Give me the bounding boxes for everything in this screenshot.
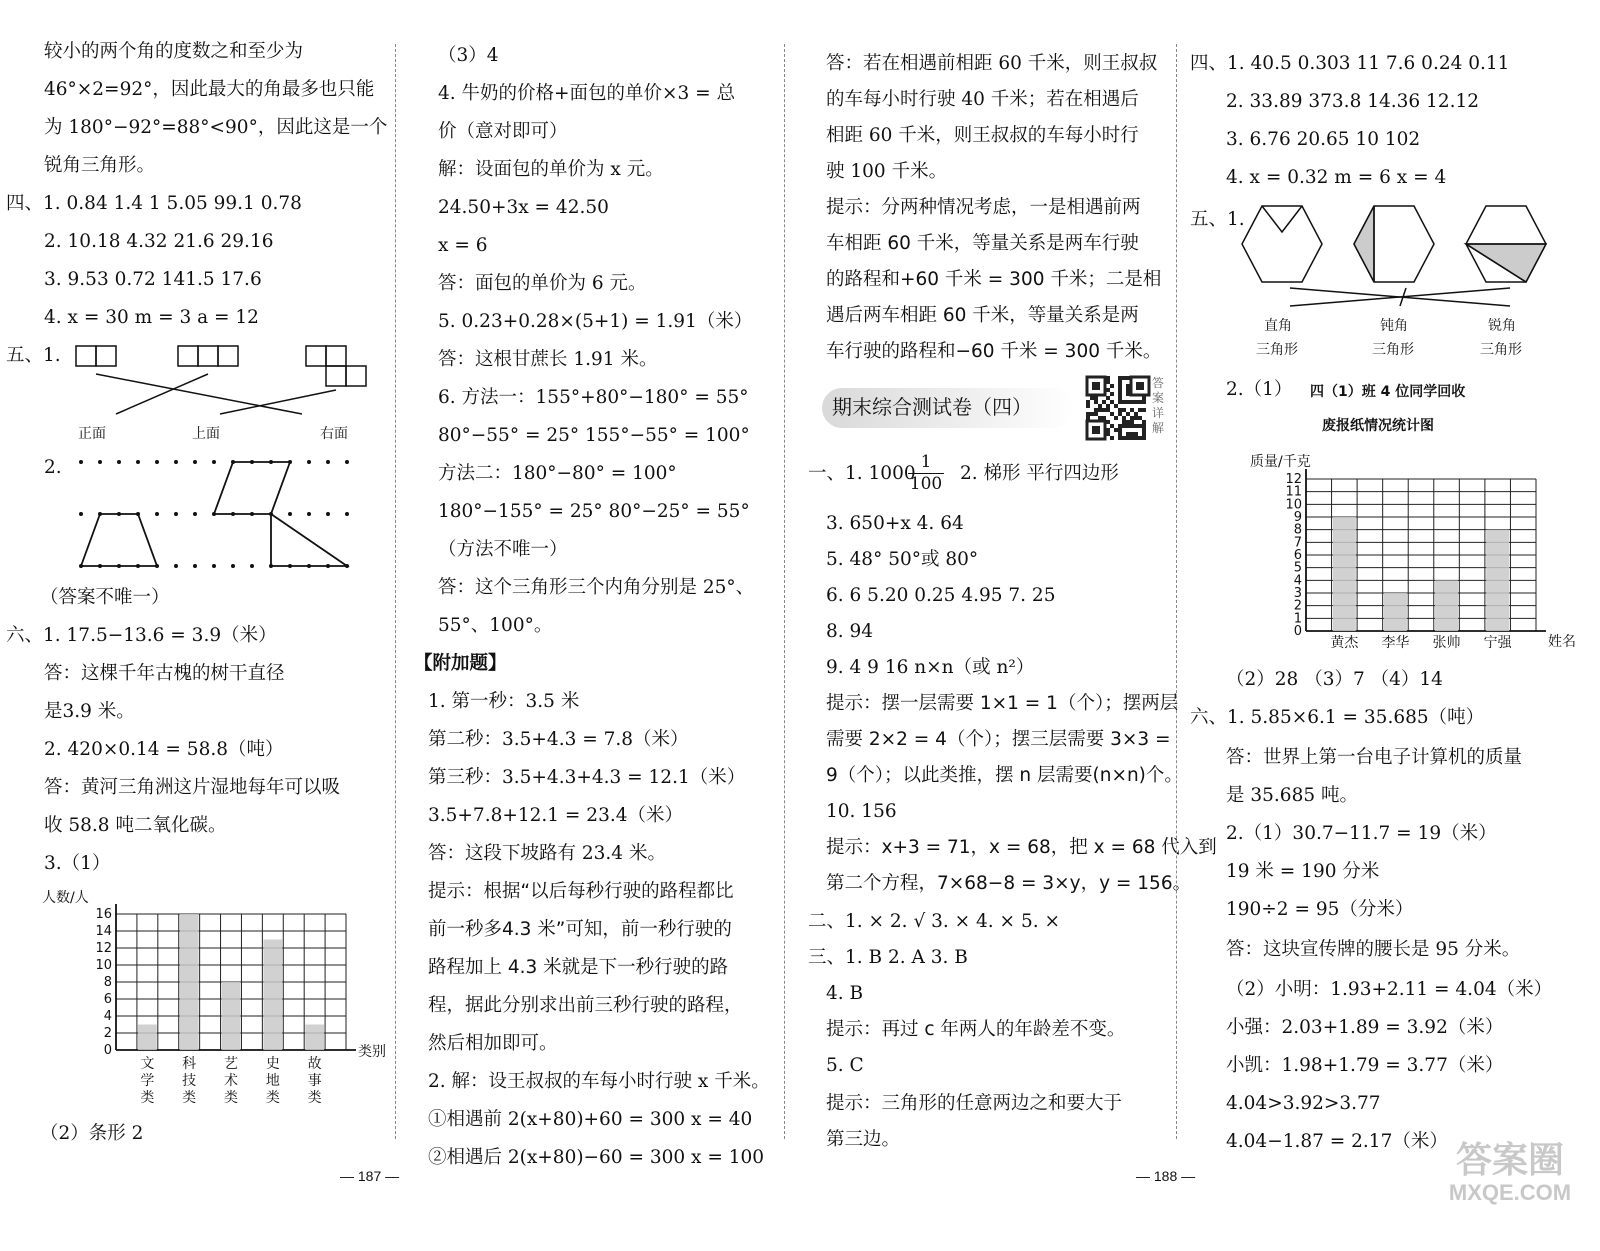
text-line: 答：世界上第一台电子计算机的质量 <box>1226 747 1523 768</box>
grid-dot <box>193 460 197 464</box>
category-label-char: 术 <box>224 1073 238 1089</box>
qr-module <box>1094 400 1098 404</box>
page-number-left: — 187 — <box>340 1168 400 1184</box>
qr-module <box>1118 380 1122 384</box>
qr-module <box>1094 408 1098 412</box>
label-top-view: 上面 <box>192 426 220 442</box>
answer-line: 2. 420×0.14 = 58.8（吨） <box>44 739 284 760</box>
answer-line: 2. <box>44 457 62 478</box>
hint-line: 提示：x+3 = 71，x = 68，把 x = 68 代入到 <box>826 837 1217 858</box>
answer-line: 10. 156 <box>826 801 897 822</box>
qr-label: 答案详解 <box>1152 376 1165 435</box>
dot-grid-diagram <box>70 452 370 577</box>
answer-line: （2）条形 2 <box>40 1123 144 1144</box>
label-right-triangle: 直角 <box>1264 318 1292 334</box>
qr-module <box>1142 428 1146 432</box>
qr-module <box>1118 388 1122 392</box>
text-line: 解：设面包的单价为 x 元。 <box>438 159 664 180</box>
equation-line: x = 6 <box>438 235 488 256</box>
qr-code-icon <box>1086 376 1150 440</box>
qr-module <box>1142 420 1146 424</box>
qr-module <box>1126 400 1130 404</box>
note-line: （方法不唯一） <box>438 539 568 560</box>
y-tick-label: 7 <box>1293 535 1302 551</box>
bar <box>1435 580 1458 631</box>
hint-line: 的路程和+60 千米 = 300 千米；二是相 <box>826 269 1162 290</box>
qr-module <box>1106 404 1110 408</box>
watermark-url: MXQE.COM <box>1448 1180 1572 1205</box>
answer-line: 六、1. 17.5−13.6 = 3.9（米） <box>6 625 277 646</box>
bar <box>180 914 199 1050</box>
category-label: 张帅 <box>1432 635 1461 651</box>
category-label: 黄杰 <box>1330 635 1359 651</box>
y-tick-label: 2 <box>103 1026 112 1041</box>
label-obtuse-triangle-2: 三角形 <box>1372 342 1414 358</box>
y-axis-label: 人数/人 <box>42 890 89 906</box>
category-label-char: 学 <box>140 1073 155 1089</box>
bar <box>138 1025 157 1051</box>
category-label-char: 类 <box>265 1090 280 1106</box>
hint-line: 前一秒多4.3 米”可知，前一秒行驶的 <box>428 919 732 940</box>
qr-module <box>1126 392 1130 396</box>
x-axis-label: 姓名 <box>1548 634 1576 650</box>
text-line: 相距 60 千米，则王叔叔的车每小时行 <box>826 125 1139 146</box>
grid-dot <box>174 460 178 464</box>
text-line: 收 58.8 吨二氧化碳。 <box>44 815 227 836</box>
grid-dot <box>174 564 178 568</box>
category-label-char: 故 <box>307 1056 322 1072</box>
qr-module <box>1138 416 1142 420</box>
qr-module <box>1110 384 1114 388</box>
qr-module <box>1118 412 1122 416</box>
test-title: 期末综合测试卷（四） <box>832 397 1032 419</box>
qr-module <box>1134 424 1138 428</box>
answer-line: 3.（1） <box>44 853 111 874</box>
grid-dot <box>117 460 121 464</box>
qr-module <box>1134 432 1138 436</box>
bar <box>1384 593 1407 631</box>
watermark-logo: 答案圈 <box>1455 1139 1564 1180</box>
text-line: 答：若在相遇前相距 60 千米，则王叔叔 <box>826 53 1158 74</box>
answer-line: 六、1. 5.85×6.1 = 35.685（吨） <box>1190 707 1485 728</box>
answer-line: 2. 10.18 4.32 21.6 29.16 <box>44 231 274 252</box>
fraction-numerator: 1 <box>920 452 932 472</box>
label-right-view: 右面 <box>320 426 348 442</box>
answer-line: 一、1. 1000 <box>808 463 916 484</box>
answer-line: 二、1. × 2. √ 3. × 4. × 5. × <box>808 911 1060 932</box>
qr-module <box>1118 432 1122 436</box>
text-line: 答：这个三角形三个内角分别是 25°、 <box>438 577 755 598</box>
y-tick-label: 8 <box>103 975 112 990</box>
qr-module <box>1126 420 1130 424</box>
qr-module <box>1142 408 1146 412</box>
qr-module <box>1130 400 1134 404</box>
equation-line: ②相遇后 2(x+80)−60 = 300 x = 100 <box>428 1147 765 1168</box>
y-tick-label: 0 <box>1293 624 1302 639</box>
category-label: 宁强 <box>1483 635 1512 651</box>
answer-line: 4. 牛奶的价格+面包的单价×3 = 总 <box>438 83 736 104</box>
text-line: 的车每小时行驶 40 千米；若在相遇后 <box>826 89 1139 110</box>
grid-dot <box>231 564 235 568</box>
reading-survey-bar-chart <box>40 886 386 1116</box>
y-tick-label: 0 <box>103 1043 112 1058</box>
y-axis-label: 质量/千克 <box>1250 454 1311 470</box>
qr-module <box>1130 436 1134 440</box>
qr-module <box>1122 436 1126 440</box>
grid-dot <box>250 564 254 568</box>
qr-module <box>1118 384 1122 388</box>
equation-line: 24.50+3x = 42.50 <box>438 197 609 218</box>
equation-line: 方法二：180°−80° = 100° <box>438 463 677 484</box>
equation-line: 180°−155° = 25° 80°−25° = 55° <box>438 501 750 522</box>
answer-line: 6. 方法一：155°+80°−180° = 55° <box>438 387 749 408</box>
qr-module <box>1094 396 1098 400</box>
equation-line: 第二秒：3.5+4.3 = 7.8（米） <box>428 729 689 750</box>
grid-dot <box>212 564 216 568</box>
column-divider <box>395 44 396 1139</box>
y-tick-label: 1 <box>1293 611 1302 627</box>
qr-module <box>1118 376 1122 380</box>
answer-line: 4. x = 30 m = 3 a = 12 <box>44 307 259 328</box>
category-label-char: 科 <box>182 1056 197 1072</box>
label-right-triangle-2: 三角形 <box>1256 342 1298 358</box>
category-label-char: 类 <box>140 1090 155 1106</box>
category-label-char: 类 <box>307 1090 322 1106</box>
qr-module <box>1118 436 1122 440</box>
qr-module <box>1126 376 1130 380</box>
grid-dot <box>79 512 83 516</box>
qr-module <box>1110 436 1114 440</box>
qr-module <box>1130 432 1134 436</box>
equation-line: 80°−55° = 25° 155°−55° = 100° <box>438 425 750 446</box>
hint-line: 需要 2×2 = 4（个）；摆三层需要 3×3 = <box>826 729 1171 750</box>
qr-module <box>1130 408 1134 412</box>
qr-module <box>1106 432 1110 436</box>
hexagon-division-diagram <box>1240 196 1570 316</box>
qr-module <box>1138 424 1142 428</box>
qr-module <box>1106 408 1110 412</box>
test-title-banner <box>822 388 1074 428</box>
answer-line: 2.（1）30.7−11.7 = 19（米） <box>1226 823 1497 844</box>
answer-line: 8. 94 <box>826 621 874 642</box>
qr-module <box>1130 420 1134 424</box>
qr-finder-core <box>1136 382 1144 390</box>
qr-module <box>1106 420 1110 424</box>
grid-dot <box>307 512 311 516</box>
equation-line: 4.04−1.87 = 2.17（米） <box>1226 1131 1448 1152</box>
qr-module <box>1086 404 1090 408</box>
category-label-char: 类 <box>182 1090 197 1106</box>
category-label-char: 艺 <box>224 1056 238 1072</box>
qr-module <box>1142 424 1146 428</box>
text-line: 较小的两个角的度数之和至少为 <box>44 41 304 62</box>
equation-line: 3.5+7.8+12.1 = 23.4（米） <box>428 805 683 826</box>
hint-line: 提示：再过 c 年两人的年龄差不变。 <box>826 1019 1126 1040</box>
text-line: 是3.9 米。 <box>44 701 135 722</box>
text-line: 是 35.685 吨。 <box>1226 785 1358 806</box>
hint-line: 然后相加即可。 <box>428 1033 558 1054</box>
text-line: 46°×2=92°，因此最大的角最多也只能 <box>44 79 375 100</box>
y-tick-label: 3 <box>1293 586 1302 601</box>
text-line: 答：这段下坡路有 23.4 米。 <box>428 843 666 864</box>
hint-line: 第二个方程，7×68−8 = 3×y，y = 156。 <box>826 873 1192 894</box>
grid-dot <box>155 460 159 464</box>
answer-line: 9. 4 9 16 n×n（或 n²） <box>826 657 1035 678</box>
grid-dot <box>345 460 349 464</box>
qr-module <box>1134 436 1138 440</box>
note-line: （答案不唯一） <box>40 587 170 608</box>
qr-module <box>1142 400 1146 404</box>
qr-module <box>1106 376 1110 380</box>
x-axis-label: 类别 <box>358 1044 386 1060</box>
grid-dot <box>326 460 330 464</box>
qr-module <box>1098 416 1102 420</box>
answer-line: 2. 解：设王叔叔的车每小时行驶 x 千米。 <box>428 1071 770 1092</box>
y-tick-label: 2 <box>1293 598 1302 614</box>
qr-module <box>1134 412 1138 416</box>
qr-module <box>1086 412 1090 416</box>
answer-line: 四、1. 0.84 1.4 1 5.05 99.1 0.78 <box>6 193 302 214</box>
text-line: 为 180°−92°=88°<90°，因此这是一个 <box>44 117 388 138</box>
qr-module <box>1090 396 1094 400</box>
text-line: 答：这棵千年古槐的树干直径 <box>44 663 285 684</box>
bar <box>1486 530 1509 631</box>
grid-dot <box>307 460 311 464</box>
bar <box>305 1025 324 1051</box>
qr-module <box>1094 412 1098 416</box>
y-tick-label: 14 <box>95 924 112 939</box>
category-label-char: 文 <box>140 1056 155 1072</box>
y-tick-label: 9 <box>1293 510 1302 525</box>
category-label-char: 史 <box>265 1056 280 1072</box>
answer-line: 四、1. 40.5 0.303 11 7.6 0.24 0.11 <box>1190 53 1510 74</box>
qr-module <box>1106 388 1110 392</box>
y-tick-label: 10 <box>95 958 112 973</box>
y-tick-label: 5 <box>1293 560 1302 576</box>
qr-module <box>1122 400 1126 404</box>
bar <box>222 982 241 1050</box>
y-tick-label: 11 <box>1285 484 1302 500</box>
y-tick-label: 8 <box>1293 522 1302 538</box>
grid-dot <box>326 512 330 516</box>
qr-module <box>1086 416 1090 420</box>
grid-dot <box>345 512 349 516</box>
qr-module <box>1118 428 1122 432</box>
answer-line: 3. 9.53 0.72 141.5 17.6 <box>44 269 262 290</box>
hint-line: 9（个）；以此类推，摆 n 层需要(n×n)个。 <box>826 765 1183 786</box>
text-line: 答：这根甘蔗长 1.91 米。 <box>438 349 658 370</box>
text-line: 价（意对即可） <box>438 121 568 142</box>
text-line: 55°、100°。 <box>438 615 553 636</box>
qr-module <box>1134 416 1138 420</box>
answer-line: 五、1. <box>1190 209 1245 230</box>
watermark <box>1430 1140 1590 1206</box>
y-tick-label: 4 <box>103 1009 112 1024</box>
text-line: 答：黄河三角洲这片湿地每年可以吸 <box>44 777 341 798</box>
answer-line: 2. 梯形 平行四边形 <box>960 463 1119 484</box>
qr-module <box>1122 420 1126 424</box>
hint-line: 车相距 60 千米，等量关系是两车行驶 <box>826 233 1139 254</box>
answer-line: 2.（1） <box>1226 379 1293 400</box>
bar <box>1333 517 1356 631</box>
qr-module <box>1114 428 1118 432</box>
qr-module <box>1118 400 1122 404</box>
qr-module <box>1130 424 1134 428</box>
y-tick-label: 6 <box>103 992 112 1007</box>
y-tick-label: 6 <box>1293 548 1302 563</box>
answer-line: 5. 48° 50°或 80° <box>826 549 979 570</box>
answer-line: 2. 33.89 373.8 14.36 12.12 <box>1226 91 1480 112</box>
qr-module <box>1118 424 1122 428</box>
qr-module <box>1114 404 1118 408</box>
equation-line: 190÷2 = 95（分米） <box>1226 899 1414 920</box>
hint-line: 第三边。 <box>826 1129 901 1150</box>
qr-module <box>1126 424 1130 428</box>
qr-module <box>1122 408 1126 412</box>
hint-line: 遇后两车相距 60 千米，等量关系是两 <box>826 305 1139 326</box>
answer-line: 三、1. B 2. A 3. B <box>808 947 968 968</box>
grid-dot <box>193 564 197 568</box>
qr-finder-core <box>1092 382 1100 390</box>
grid-dot <box>288 512 292 516</box>
qr-module <box>1122 376 1126 380</box>
qr-module <box>1102 416 1106 420</box>
hint-line: 程，据此分别求出前三秒行驶的路程， <box>428 995 743 1016</box>
qr-module <box>1118 396 1122 400</box>
qr-module <box>1126 436 1130 440</box>
qr-module <box>1110 400 1114 404</box>
grid-dot <box>174 512 178 516</box>
column-divider <box>784 44 785 1139</box>
grid-dot <box>212 460 216 464</box>
label-front-view: 正面 <box>78 426 106 442</box>
answer-line: 3. 6.76 20.65 10 102 <box>1226 129 1421 150</box>
hint-line: 车行驶的路程和−60 千米 = 300 千米。 <box>826 341 1162 362</box>
y-tick-label: 12 <box>95 941 112 956</box>
answer-line: 6. 6 5.20 0.25 4.95 7. 25 <box>826 585 1056 606</box>
y-tick-label: 16 <box>95 907 112 922</box>
y-tick-label: 10 <box>1285 497 1302 513</box>
qr-module <box>1110 392 1114 396</box>
text-line: 答：这块宣传牌的腰长是 95 分米。 <box>1226 939 1521 960</box>
category-label: 李华 <box>1381 635 1410 651</box>
category-label-char: 类 <box>224 1090 238 1106</box>
equation-line: 19 米 = 190 分米 <box>1226 861 1380 882</box>
y-tick-label: 4 <box>1293 573 1302 589</box>
answer-line: 3. 650+x 4. 64 <box>826 513 964 534</box>
qr-module <box>1142 432 1146 436</box>
hint-line: 提示：三角形的任意两边之和要大于 <box>826 1093 1123 1114</box>
category-label-char: 地 <box>265 1073 280 1089</box>
answer-line: 5. 0.23+0.28×(5+1) = 1.91（米） <box>438 311 753 332</box>
equation-line: ①相遇前 2(x+80)+60 = 300 x = 40 <box>428 1109 753 1130</box>
qr-module <box>1126 412 1130 416</box>
qr-module <box>1110 424 1114 428</box>
hint-line: 提示：分两种情况考虑，一是相遇前两 <box>826 197 1141 218</box>
qr-module <box>1138 408 1142 412</box>
answer-line: 1. 第一秒：3.5 米 <box>428 691 580 712</box>
equation-line: 4.04>3.92>3.77 <box>1226 1093 1381 1114</box>
page-number-right: — 188 — <box>1136 1168 1196 1184</box>
grid-dot <box>155 512 159 516</box>
answer-line: 4. x = 0.32 m = 6 x = 4 <box>1226 167 1447 188</box>
hint-line: 提示：摆一层需要 1×1 = 1（个）；摆两层 <box>826 693 1179 714</box>
newspaper-recycling-bar-chart <box>1230 446 1576 661</box>
qr-module <box>1126 388 1130 392</box>
qr-module <box>1118 392 1122 396</box>
grid-dot <box>136 460 140 464</box>
chart-title-line1: 四（1）班 4 位同学回收 <box>1310 384 1466 400</box>
fraction-denominator: 100 <box>909 474 943 494</box>
qr-module <box>1118 408 1122 412</box>
answer-line: （2）28 （3）7 （4）14 <box>1226 669 1443 690</box>
qr-module <box>1106 428 1110 432</box>
qr-module <box>1098 408 1102 412</box>
qr-module <box>1138 400 1142 404</box>
answer-line: （3）4 <box>438 45 499 66</box>
qr-module <box>1102 400 1106 404</box>
label-acute-triangle-2: 三角形 <box>1480 342 1522 358</box>
equation-line: 小凯：1.98+1.79 = 3.77（米） <box>1226 1055 1504 1076</box>
section-heading: 【附加题】 <box>414 653 507 674</box>
qr-module <box>1130 416 1134 420</box>
qr-module <box>1098 404 1102 408</box>
answer-line: 4. B <box>826 983 864 1004</box>
qr-module <box>1138 436 1142 440</box>
qr-module <box>1110 412 1114 416</box>
column-divider <box>1176 44 1177 1139</box>
qr-module <box>1090 412 1094 416</box>
qr-module <box>1126 432 1130 436</box>
text-line: 锐角三角形。 <box>44 155 156 176</box>
answer-line: 5. C <box>826 1055 864 1076</box>
qr-module <box>1086 400 1090 404</box>
qr-module <box>1122 416 1126 420</box>
text-line: 驶 100 千米。 <box>826 161 948 182</box>
qr-module <box>1106 396 1110 400</box>
hint-line: 路程加上 4.3 米就是下一秒行驶的路 <box>428 957 729 978</box>
qr-finder-core <box>1092 426 1100 434</box>
qr-module <box>1106 380 1110 384</box>
answer-line: （2）小明：1.93+2.11 = 4.04（米） <box>1226 979 1553 1000</box>
qr-module <box>1142 396 1146 400</box>
category-label-char: 技 <box>182 1073 197 1089</box>
grid-dot <box>193 512 197 516</box>
qr-module <box>1114 416 1118 420</box>
qr-module <box>1122 424 1126 428</box>
grid-dot <box>79 460 83 464</box>
text-line: 答：面包的单价为 6 元。 <box>438 273 647 294</box>
qr-module <box>1126 384 1130 388</box>
chart-title-line2: 废报纸情况统计图 <box>1322 418 1434 434</box>
hint-line: 提示：根据“以后每秒行驶的路程都比 <box>428 881 734 902</box>
answer-line: 五、1. <box>6 345 61 366</box>
equation-line: 小强：2.03+1.89 = 3.92（米） <box>1226 1017 1504 1038</box>
qr-module <box>1134 400 1138 404</box>
y-tick-label: 12 <box>1285 472 1302 487</box>
label-obtuse-triangle: 钝角 <box>1380 318 1408 334</box>
qr-module <box>1102 408 1106 412</box>
grid-dot <box>98 460 102 464</box>
label-acute-triangle: 锐角 <box>1488 318 1516 334</box>
category-label-char: 事 <box>307 1073 322 1089</box>
bar <box>263 940 282 1051</box>
qr-module <box>1142 436 1146 440</box>
equation-line: 第三秒：3.5+4.3+4.3 = 12.1（米） <box>428 767 746 788</box>
fraction-1-over-100 <box>908 452 944 495</box>
